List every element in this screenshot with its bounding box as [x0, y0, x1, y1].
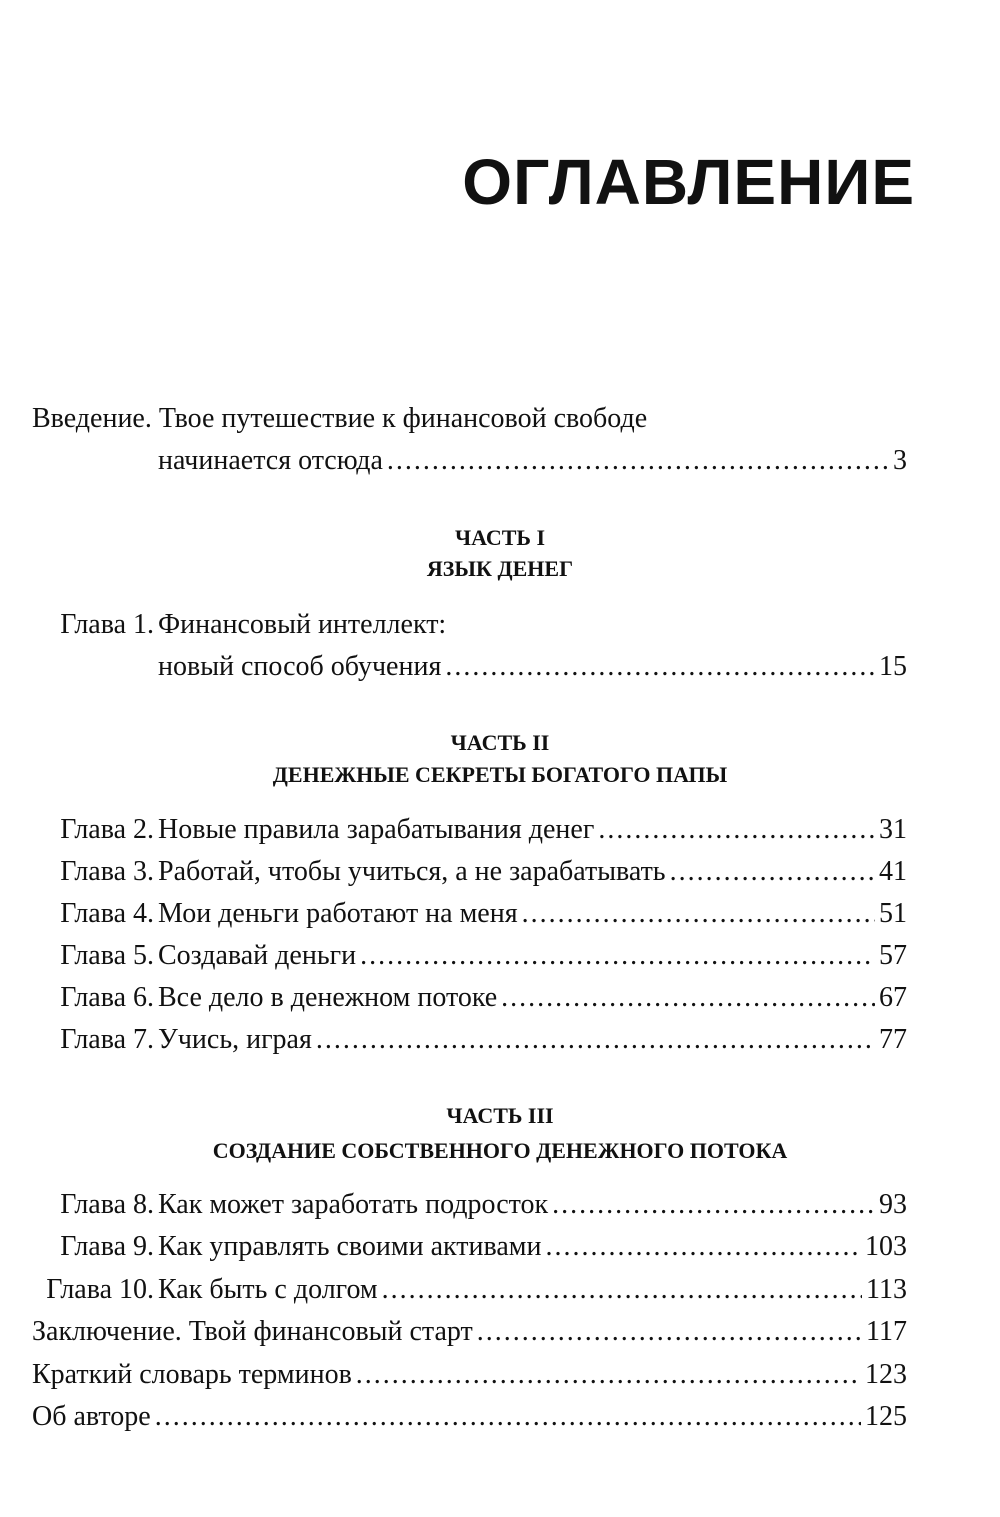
- toc-page-number: 15: [879, 651, 907, 682]
- toc-page-number: 113: [866, 1274, 907, 1305]
- toc-entry-glossary[interactable]: [32, 1354, 907, 1396]
- toc-page-number: 77: [879, 1024, 907, 1055]
- chapter-label: Глава 4.: [60, 898, 154, 929]
- toc-page-number: 67: [879, 982, 907, 1013]
- toc-page-number: 51: [879, 898, 907, 929]
- toc-entry-chapter-3[interactable]: [32, 851, 907, 893]
- toc-page-number: 123: [865, 1359, 907, 1390]
- toc-page-number: 117: [866, 1316, 907, 1347]
- toc-entry-chapter-4[interactable]: [32, 893, 907, 935]
- toc-entry-title: Как может заработать подросток: [158, 1189, 549, 1220]
- page-title: ОГЛАВЛЕНИЕ: [462, 146, 915, 218]
- part-label: ЧАСТЬ II: [450, 730, 550, 755]
- toc-entry-title: Все дело в денежном потоке: [158, 982, 498, 1013]
- dot-leader: [477, 1311, 862, 1353]
- chapter-label: Глава 3.: [60, 856, 154, 887]
- toc-entry-title: Новые правила зарабатывания денег: [158, 814, 595, 845]
- toc-entry-chapter-5[interactable]: [32, 935, 907, 977]
- toc-entry-title: Учись, играя: [158, 1024, 312, 1055]
- toc-entry-title: Как управлять своими активами: [158, 1231, 542, 1262]
- toc-page-number: 93: [879, 1189, 907, 1220]
- toc-entry-chapter-10[interactable]: [32, 1269, 907, 1311]
- toc-entry-chapter-9[interactable]: [32, 1226, 907, 1268]
- toc-entry-chapter-1[interactable]: [158, 646, 907, 688]
- toc-entry-title: Создавай деньги: [158, 940, 357, 971]
- toc-chapter-1-line1: [32, 604, 907, 646]
- toc-page-number: 31: [879, 814, 907, 845]
- dot-leader: [356, 1354, 861, 1396]
- dot-leader: [445, 646, 875, 688]
- part-label: ЧАСТЬ III: [446, 1103, 554, 1128]
- dot-leader: [387, 440, 889, 482]
- toc-entry-about-author[interactable]: [32, 1396, 907, 1438]
- toc-entry-title: новый способ обучения: [158, 651, 442, 682]
- toc-entry-chapter-2[interactable]: [32, 809, 907, 851]
- toc-page-number: 3: [893, 445, 907, 476]
- toc-entry-title: Работай, чтобы учиться, а не зарабатывать: [158, 856, 666, 887]
- chapter-label: Глава 8.: [60, 1189, 154, 1220]
- dot-leader: [552, 1184, 875, 1226]
- dot-leader: [360, 935, 875, 977]
- toc-entry-title: Мои деньги работают на меня: [158, 898, 518, 929]
- chapter-label: Глава 10.: [46, 1274, 154, 1305]
- dot-leader: [598, 809, 875, 851]
- chapter-label: Глава 7.: [60, 1024, 154, 1055]
- toc-page-number: 41: [879, 856, 907, 887]
- chapter-label: Глава 6.: [60, 982, 154, 1013]
- part-name: ЯЗЫК ДЕНЕГ: [426, 556, 574, 581]
- part-name: ДЕНЕЖНЫЕ СЕКРЕТЫ БОГАТОГО ПАПЫ: [272, 762, 728, 787]
- toc-entry-conclusion[interactable]: [32, 1311, 907, 1353]
- chapter-label: Глава 2.: [60, 814, 154, 845]
- toc-entry-chapter-7[interactable]: [32, 1019, 907, 1061]
- toc-page-number: 103: [865, 1231, 907, 1262]
- toc-intro-line1: Введение. Твое путешествие к финансовой свободе: [32, 403, 648, 434]
- dot-leader: [501, 977, 875, 1019]
- chapter-label: Глава 1.: [60, 609, 154, 640]
- part-name: СОЗДАНИЕ СОБСТВЕННОГО ДЕНЕЖНОГО ПОТОКА: [212, 1138, 788, 1163]
- toc-entry-intro[interactable]: [158, 440, 907, 482]
- chapter-label: Глава 5.: [60, 940, 154, 971]
- dot-leader: [522, 893, 875, 935]
- toc-entry-title: начинается отсюда: [158, 445, 383, 476]
- toc-entry-title: Как быть с долгом: [158, 1274, 378, 1305]
- dot-leader: [670, 851, 875, 893]
- toc-entry-title: Заключение. Твой финансовый старт: [32, 1316, 473, 1347]
- toc-page-number: 125: [865, 1401, 907, 1432]
- dot-leader: [316, 1019, 875, 1061]
- dot-leader: [155, 1396, 861, 1438]
- dot-leader: [382, 1269, 862, 1311]
- dot-leader: [545, 1226, 861, 1268]
- toc-entry-title: Об авторе: [32, 1401, 151, 1432]
- toc-page-number: 57: [879, 940, 907, 971]
- toc-entry-title: Финансовый интеллект:: [158, 609, 447, 640]
- toc-entry-chapter-8[interactable]: [32, 1184, 907, 1226]
- toc-entry-title: Краткий словарь терминов: [32, 1359, 352, 1390]
- chapter-label: Глава 9.: [60, 1231, 154, 1262]
- toc-entry-chapter-6[interactable]: [32, 977, 907, 1019]
- part-label: ЧАСТЬ I: [454, 525, 546, 550]
